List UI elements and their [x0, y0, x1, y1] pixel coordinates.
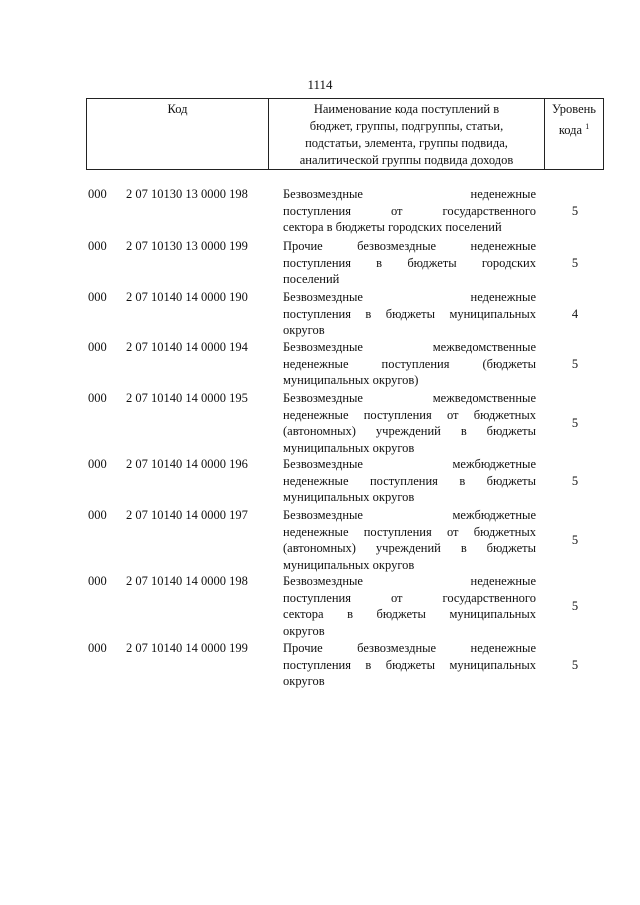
income-name-line: (автономных) учреждений в бюджеты	[283, 424, 536, 438]
code-level: 5	[571, 256, 579, 270]
income-name-line: Безвозмездные межбюджетные	[283, 457, 536, 471]
income-name-line: округов	[283, 674, 325, 688]
income-name	[283, 289, 536, 339]
admin-code: 000	[88, 457, 107, 471]
income-name-line: муниципальных округов	[283, 440, 415, 455]
code-level: 5	[571, 533, 579, 547]
admin-code: 000	[88, 187, 107, 201]
header-level-line: Уровень	[551, 102, 597, 116]
code-level: 5	[571, 474, 579, 488]
income-name-line: муниципальных округов	[283, 557, 415, 572]
income-name-line: округов	[283, 623, 325, 638]
income-code: 2 07 10130 13 0000 199	[126, 239, 248, 253]
income-name	[283, 456, 536, 506]
income-name-line: сектора в бюджеты муниципальных	[283, 607, 536, 621]
income-name	[283, 573, 536, 639]
income-name	[283, 238, 536, 288]
income-name-line: неденежные поступления от бюджетных	[283, 524, 536, 539]
code-level: 5	[571, 357, 579, 371]
income-code: 2 07 10140 14 0000 194	[126, 340, 248, 354]
header-level	[545, 99, 604, 169]
table-header	[86, 98, 604, 170]
income-code: 2 07 10140 14 0000 198	[126, 574, 248, 588]
income-name-line: поступления от государственного	[283, 203, 536, 218]
header-name-line: бюджет, группы, подгруппы, статьи,	[309, 119, 504, 133]
header-name	[268, 99, 545, 169]
income-name-line: поступления в бюджеты муниципальных	[283, 657, 536, 672]
income-name-line: сектора в бюджеты городских поселений	[283, 220, 502, 234]
income-name-line: Прочие безвозмездные неденежные	[283, 641, 536, 655]
admin-code: 000	[88, 340, 107, 354]
code-level: 5	[571, 416, 579, 430]
income-name-line: муниципальных округов	[283, 490, 415, 504]
income-code: 2 07 10140 14 0000 190	[126, 290, 248, 304]
income-name-line: поступления в бюджеты муниципальных	[283, 306, 536, 321]
income-name	[283, 186, 536, 236]
page-number: 1114	[307, 77, 333, 92]
income-name-line: округов	[283, 323, 325, 337]
income-code: 2 07 10140 14 0000 197	[126, 508, 248, 522]
header-name-line: подстатьи, элемента, группы подвида,	[305, 136, 508, 150]
income-name-line: Прочие безвозмездные неденежные	[283, 239, 536, 253]
footnote-marker: 1	[585, 122, 590, 131]
income-name	[283, 339, 536, 389]
admin-code: 000	[88, 239, 107, 253]
code-level: 5	[571, 599, 579, 613]
income-name-line: поселений	[283, 272, 340, 286]
income-name-line: муниципальных округов)	[283, 373, 419, 387]
income-name-line: Безвозмездные неденежные	[283, 574, 536, 588]
header-name-line: аналитической группы подвида доходов	[299, 153, 514, 167]
admin-code: 000	[88, 391, 107, 405]
admin-code: 000	[88, 508, 107, 522]
income-name-line: Безвозмездные неденежные	[283, 187, 536, 201]
income-name-line: поступления в бюджеты городских	[283, 255, 536, 270]
income-code: 2 07 10130 13 0000 198	[126, 187, 248, 201]
income-name-line: неденежные поступления (бюджеты	[283, 356, 536, 371]
admin-code: 000	[88, 290, 107, 304]
income-name-line: Безвозмездные межбюджетные	[283, 508, 536, 522]
header-code: Код	[86, 99, 268, 169]
code-level: 5	[571, 204, 579, 218]
income-name-line: Безвозмездные межведомственные	[283, 340, 536, 354]
income-code: 2 07 10140 14 0000 195	[126, 391, 248, 405]
income-name	[283, 640, 536, 690]
admin-code: 000	[88, 574, 107, 588]
income-name-line: неденежные поступления в бюджеты	[283, 473, 536, 488]
header-level-line	[545, 118, 603, 139]
code-level: 5	[571, 658, 579, 672]
income-name-line: неденежные поступления от бюджетных	[283, 407, 536, 422]
header-name-line: Наименование кода поступлений в	[313, 102, 500, 116]
income-name-line: Безвозмездные межведомственные	[283, 391, 536, 405]
income-name	[283, 390, 536, 456]
income-code: 2 07 10140 14 0000 196	[126, 457, 248, 471]
income-name-line: поступления от государственного	[283, 590, 536, 605]
income-code: 2 07 10140 14 0000 199	[126, 641, 248, 655]
admin-code: 000	[88, 641, 107, 655]
income-name-line: (автономных) учреждений в бюджеты	[283, 541, 536, 555]
income-name-line: Безвозмездные неденежные	[283, 290, 536, 304]
code-level: 4	[571, 307, 579, 321]
income-name	[283, 507, 536, 573]
header-level-word: кода	[558, 123, 583, 137]
